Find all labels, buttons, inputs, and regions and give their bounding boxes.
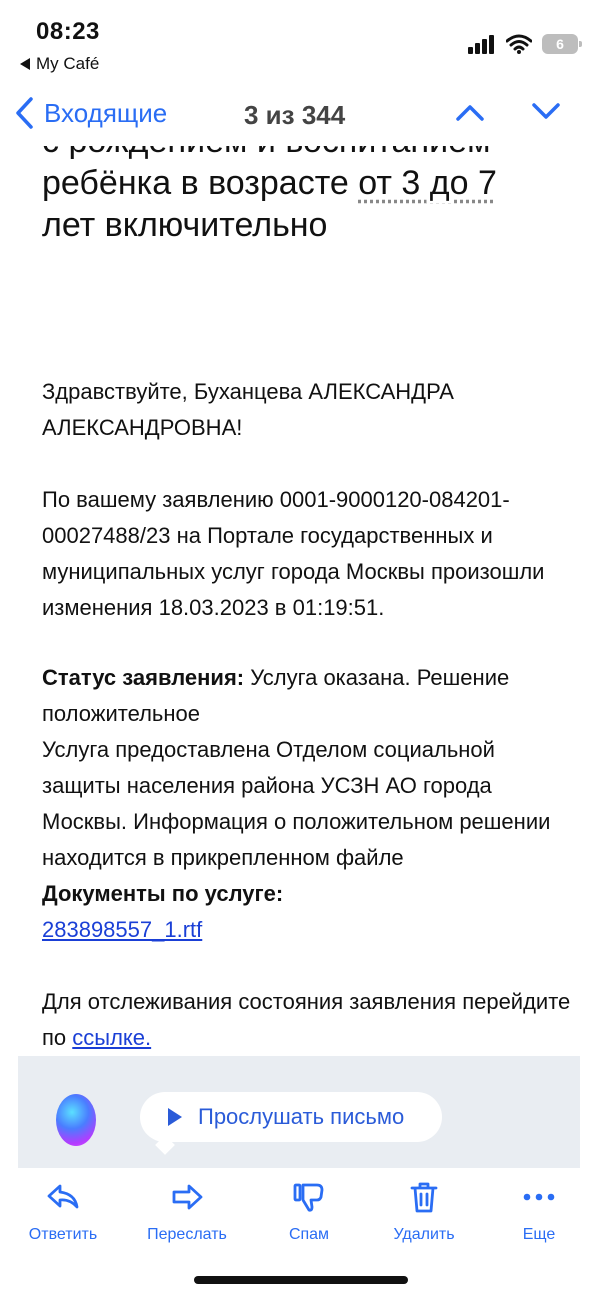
listen-label: Прослушать письмо <box>198 1104 405 1129</box>
wifi-icon <box>506 34 532 54</box>
cellular-signal-icon <box>468 34 496 54</box>
delete-label: Удалить <box>393 1226 455 1243</box>
status-icons <box>468 34 578 54</box>
more-label: Еще <box>522 1226 556 1243</box>
message-counter: 3 из 344 <box>244 100 346 130</box>
back-to-inbox-button[interactable] <box>14 96 167 130</box>
spam-button[interactable] <box>254 1180 364 1244</box>
subject-text-a: ребёнка в возрасте <box>42 164 359 202</box>
status-paragraph <box>42 660 572 948</box>
status-bar <box>0 0 600 80</box>
subject-text-c: лет включительно <box>42 206 328 244</box>
voice-assistant-icon[interactable] <box>56 1094 96 1146</box>
home-indicator[interactable] <box>194 1276 408 1284</box>
listen-email-button[interactable] <box>140 1092 442 1142</box>
forward-icon <box>170 1180 204 1214</box>
back-triangle-icon <box>20 58 30 70</box>
tracking-link[interactable]: ссылке. <box>72 1025 152 1050</box>
chevron-left-icon <box>14 96 34 130</box>
back-to-app[interactable] <box>20 54 99 74</box>
thumbs-down-icon <box>292 1180 326 1214</box>
forward-label: Переслать <box>147 1226 227 1243</box>
more-button[interactable] <box>484 1180 594 1244</box>
chevron-down-icon <box>530 100 562 124</box>
documents-label: Документы по услуге: <box>42 881 284 906</box>
delete-button[interactable] <box>369 1180 479 1244</box>
previous-message-button[interactable] <box>454 100 486 129</box>
battery-icon: 6 <box>542 34 578 54</box>
reply-label: Ответить <box>28 1226 98 1243</box>
listen-banner <box>18 1056 580 1168</box>
service-text: Услуга предоставлена Отделом социальной защиты населения района УСЗН АО города Москвы. Информация о положительном решении находится в прикрепленном файле <box>42 737 551 870</box>
reply-button[interactable] <box>8 1180 118 1244</box>
nav-header <box>0 86 600 146</box>
play-icon <box>168 1108 182 1126</box>
attachment-link[interactable]: 283898557_1.rtf <box>42 917 203 942</box>
back-label: Входящие <box>44 97 168 128</box>
email-content <box>0 120 600 1060</box>
next-message-button[interactable] <box>530 100 562 129</box>
tracking-text: Для отслеживания состояния заявления перейдите по <box>42 989 571 1050</box>
bottom-toolbar <box>0 1168 600 1268</box>
reply-icon <box>46 1180 80 1214</box>
application-paragraph: По вашему заявлению 0001-9000120-084201-00027488/23 на Портале государственных и муниципальных услуг города Москвы произошли изменения 18.03.2023 в 01:19:51. <box>42 487 545 620</box>
back-app-label: My Café <box>36 54 100 73</box>
trash-icon <box>407 1180 441 1214</box>
forward-button[interactable] <box>132 1180 242 1244</box>
chevron-up-icon <box>454 100 486 124</box>
status-time: 08:23 <box>36 18 100 45</box>
more-dots-icon <box>522 1180 556 1214</box>
greeting-paragraph: Здравствуйте, Буханцева АЛЕКСАНДРА АЛЕКСАНДРОВНА! <box>42 379 454 440</box>
status-value: Услуга оказана. Решение положительное <box>42 665 510 726</box>
spam-label: Спам <box>288 1226 330 1243</box>
status-label: Статус заявления: <box>42 665 245 690</box>
subject-age-range: от 3 до 7 <box>358 164 497 202</box>
tracking-paragraph <box>42 984 572 1056</box>
